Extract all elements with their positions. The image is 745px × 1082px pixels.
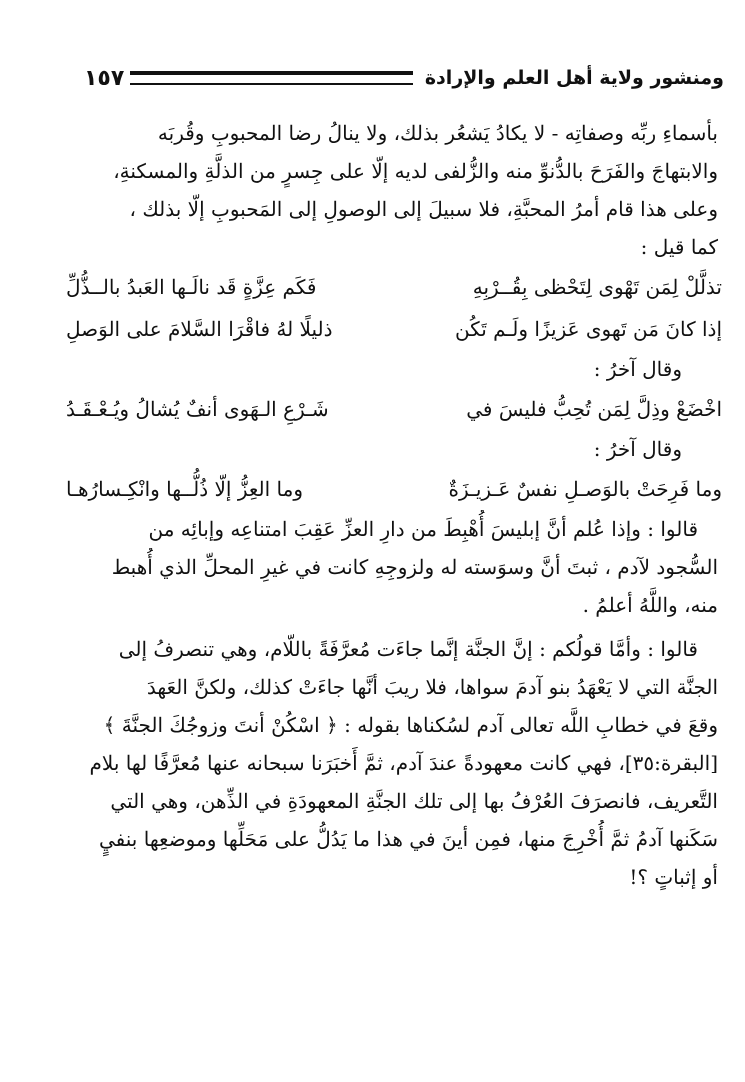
verse-first-hemistich: تذلَّلْ لِمَن تَهْوى لِتَحْظى بِقُــرْبِهِ (472, 275, 722, 299)
header-rule-line (130, 83, 413, 85)
text-line: والابتهاجَ والفَرَحَ بالدُّنوِّ منه والزُّلفى لديه إلّا على جِسرٍ من الذلَّةِ والمسكنةِ، (113, 159, 718, 183)
verse-first-hemistich: إذا كانَ مَن تَهوى عَزيزًا ولَـم تَكُن (454, 317, 722, 341)
verse-second-hemistich: فَكَم عِزَّةٍ قَد نالَـها العَبدُ بالــذُّلِّ (66, 275, 317, 299)
text-line: منه، واللَّهُ أعلمُ . (582, 593, 718, 617)
header-rule (130, 71, 413, 85)
header-rule-line (130, 71, 413, 75)
poem-verse (66, 266, 722, 308)
text-line: وقعَ في خطابِ اللَّه تعالى آدم لسُكناها بقوله : ﴿ اسْكُنْ أنتَ وزوجُكَ الجنَّةَ ﴾ (103, 713, 718, 737)
text-line: التَّعريف، فانصرَفَ العُرْفُ بها إلى تلك الجنَّةِ المعهودَةِ في الذِّهن، وهي التي (110, 789, 718, 813)
poem-verse (66, 308, 722, 350)
verse-intro: وقال آخرُ : (593, 437, 682, 461)
poem-verse (66, 388, 722, 430)
poem-verse (66, 468, 722, 510)
paragraph-first-line: قالوا : وإذا عُلم أنَّ إبليسَ أُهْبِطَ من دارِ العزِّ عَقِبَ امتناعِه وإبائِه من (148, 517, 698, 541)
running-header (84, 58, 724, 98)
text-line: الجنَّة التي لا يَعْهَدُ بنو آدمَ سواها، فلا ريبَ أنَّها جاءَتْ كذلك، ولكنَّ العَهدَ (146, 675, 718, 699)
paragraph-first-line: قالوا : وأمَّا قولُكم : إنَّ الجنَّة إنَّما جاءَت مُعرَّفَةً باللّام، وهي تنصرفُ إلى (118, 637, 698, 661)
text-line: سَكَنها آدمُ ثمَّ أُخْرِجَ منها، فمِن أينَ في هذا ما يَدُلُّ على مَحَلِّها وموضعِها بنفيٍ (98, 827, 718, 851)
text-line: [البقرة:٣٥]، فهي كانت معهودةً عندَ آدم، ثمَّ أَخبَرَنا سبحانه عنها مُعرَّفًا لها بلام (89, 751, 718, 775)
page-number: ١٥٧ (84, 65, 125, 91)
verse-first-hemistich: اخْضَعْ وذِلَّ لِمَن تُحِبُّ فليسَ في (466, 397, 722, 421)
text-line: السُّجود لآدم ، ثبتَ أنَّ وسوَسته له ولزوجِهِ كانت في غيرِ المحلِّ الذي أُهبط (111, 555, 718, 579)
page-body (66, 114, 722, 896)
text-line: وعلى هذا قام أمرُ المحبَّةِ، فلا سبيلَ إلى الوصولِ إلى المَحبوبِ إلّا بذلك ، (129, 197, 718, 221)
text-line: كما قيل : (640, 235, 718, 259)
verse-intro: وقال آخرُ : (593, 357, 682, 381)
text-line: بأسماءِ ربِّه وصفاتِه - لا يكادُ يَشعُر بذلك، ولا ينالُ رضا المحبوبِ وقُربَه (157, 121, 718, 145)
header-title: ومنشور ولاية أهل العلم والإرادة (424, 67, 724, 89)
verse-first-hemistich: وما فَرِحَتْ بالوَصـلِ نفسٌ عَـزيـزَةٌ (448, 477, 722, 501)
verse-second-hemistich: وما العِزُّ إلّا ذُلُّــها وانْكِـسارُهـا (66, 477, 304, 501)
text-line: أو إثباتٍ ؟! (629, 865, 718, 889)
verse-second-hemistich: شَـرْعِ الـهَوى أنفٌ يُشالُ ويُـعْـقَـدُ (66, 397, 329, 421)
verse-second-hemistich: ذليلًا لهُ فاقْرَا السَّلامَ على الوَصلِ (66, 317, 333, 341)
